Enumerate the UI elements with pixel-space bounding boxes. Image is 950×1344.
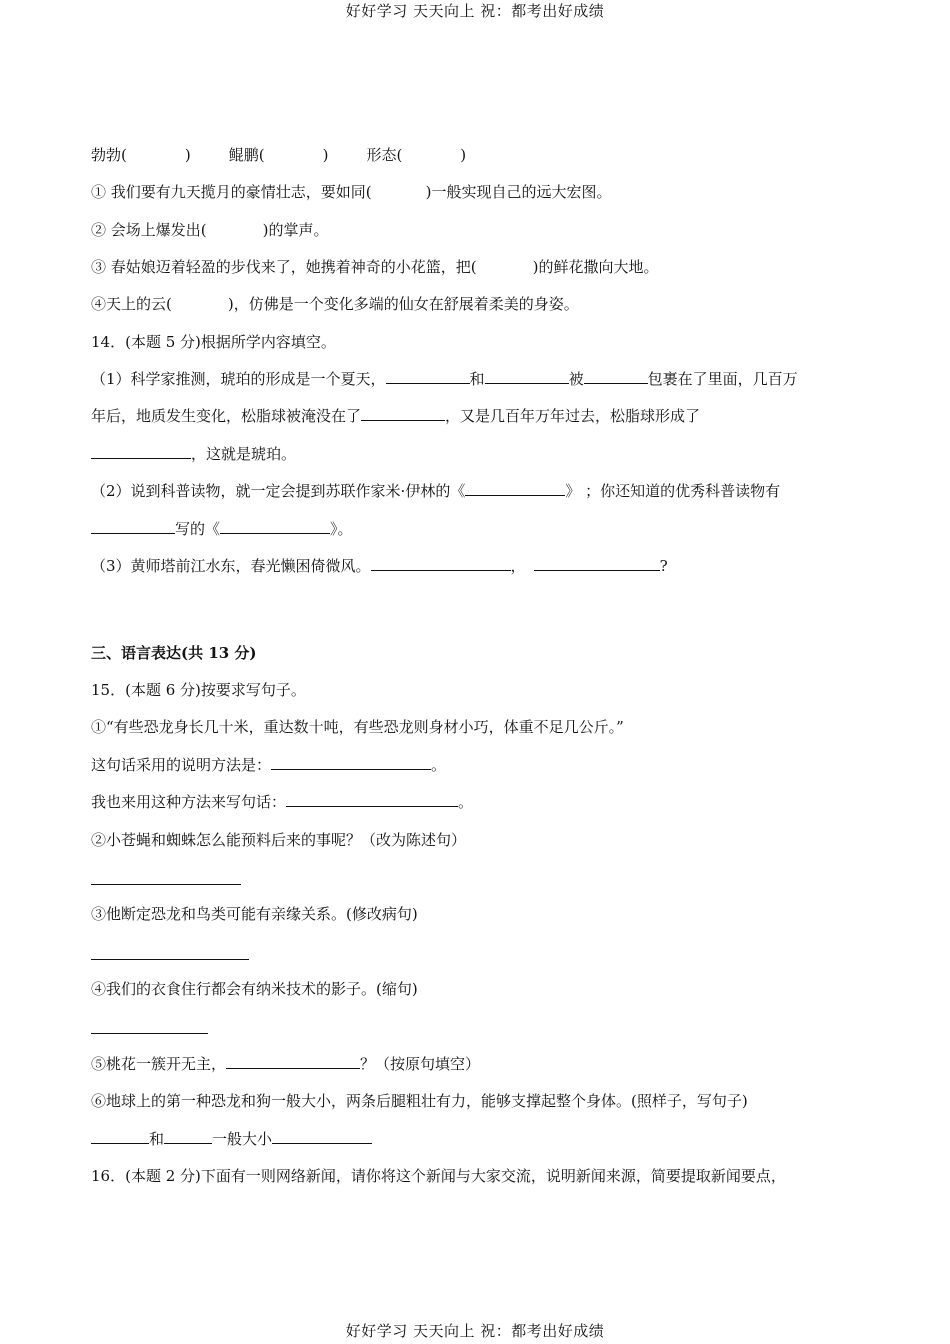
q14-line-1: （1）科学家推测，琥珀的形成是一个夏天， 和 被 包裹在了里面，几百万 <box>91 370 798 388</box>
answer-blank[interactable] <box>534 556 660 571</box>
answer-blank[interactable] <box>271 755 431 770</box>
answer-blank[interactable] <box>485 369 569 384</box>
q15-sentence-2: ②小苍蝇和蜘蛛怎么能预料后来的事呢？（改为陈述句） <box>91 831 467 849</box>
q14-line-2: 年后，地质发生变化，松脂球被淹没在了 ，又是几百年万年过去，松脂球形成了 <box>91 407 701 425</box>
answer-blank[interactable] <box>371 556 511 571</box>
q15-title: 15．(本题 6 分)按要求写句子。 <box>91 681 306 699</box>
q13-item-3: ③ 春姑娘迈着轻盈的步伐来了，她携着神奇的小花篮，把( )的鲜花撒向大地。 <box>91 258 659 276</box>
answer-blank[interactable] <box>220 519 330 534</box>
answer-line[interactable] <box>91 1033 208 1034</box>
q14-line-4: （2）说到科普读物，就一定会提到苏联作家米·伊林的《 》 ；你还知道的优秀科普读物有 <box>91 482 781 500</box>
section-title: 三、语言表达(共 13 分) <box>91 644 257 662</box>
q15-sentence-3: ③他断定恐龙和鸟类可能有亲缘关系。(修改病句) <box>91 905 418 923</box>
q16-title: 16．(本题 2 分)下面有一则网络新闻，请你将这个新闻与大家交流，说明新闻来源，简要提取新闻要点， <box>91 1167 786 1185</box>
q14-line-3: ，这就是琥珀。 <box>91 443 296 465</box>
q14-line-5: 写的《 》。 <box>91 518 353 540</box>
answer-blank[interactable] <box>164 1129 212 1144</box>
answer-blank[interactable] <box>584 369 648 384</box>
word-2: 鲲鹏( <box>228 146 265 164</box>
word-3: 形态( <box>366 146 403 164</box>
q15-sentence-1: ①“有些恐龙身长几十米，重达数十吨，有些恐龙则身材小巧，体重不足几公斤。” <box>91 718 624 736</box>
answer-blank[interactable] <box>286 792 458 807</box>
q14-title: 14．(本题 5 分)根据所学内容填空。 <box>91 333 336 351</box>
answer-blank[interactable] <box>361 406 445 421</box>
answer-blank[interactable] <box>465 481 565 496</box>
answer-blank[interactable] <box>91 1129 149 1144</box>
q13-item-2: ② 会场上爆发出( )的掌声。 <box>91 221 329 239</box>
q13-item-1: ① 我们要有九天揽月的豪情壮志，要如同( )一般实现自己的远大宏图。 <box>91 183 612 201</box>
answer-blank[interactable] <box>386 369 470 384</box>
answer-line[interactable] <box>91 959 249 960</box>
q15-sentence-5: ⑤桃花一簇开无主， ？（按原句填空） <box>91 1055 481 1073</box>
q15-sentence-6: ⑥地球上的第一种恐龙和狗一般大小，两条后腿粗壮有力，能够支撑起整个身体。(照样子，写句子) <box>91 1092 748 1110</box>
answer-blank[interactable] <box>91 519 175 534</box>
q13-item-4: ④天上的云( )，仿佛是一个变化多端的仙女在舒展着柔美的身姿。 <box>91 295 579 313</box>
answer-blank[interactable] <box>226 1054 360 1069</box>
page-footer: 好好学习 天天向上 祝：都考出好成绩 <box>345 1322 605 1340</box>
q15-imitate-line: 和 一般大小 <box>91 1128 372 1150</box>
word-1: 勃勃( <box>91 146 127 164</box>
q15-method-line: 这句话采用的说明方法是： 。 <box>91 756 447 774</box>
q13-word-row: 勃勃( ) 鲲鹏( ) 形态( ) <box>91 146 467 164</box>
page-header: 好好学习 天天向上 祝：都考出好成绩 <box>345 2 605 20</box>
q15-write-line: 我也来用这种方法来写句话： 。 <box>91 793 474 811</box>
q15-sentence-4: ④我们的衣食住行都会有纳米技术的影子。(缩句) <box>91 980 418 998</box>
answer-blank[interactable] <box>272 1129 372 1144</box>
q14-line-6: （3）黄师塔前江水东，春光懒困倚微风。 ， ? <box>91 557 668 575</box>
answer-blank[interactable] <box>91 444 191 459</box>
answer-line[interactable] <box>91 884 241 885</box>
